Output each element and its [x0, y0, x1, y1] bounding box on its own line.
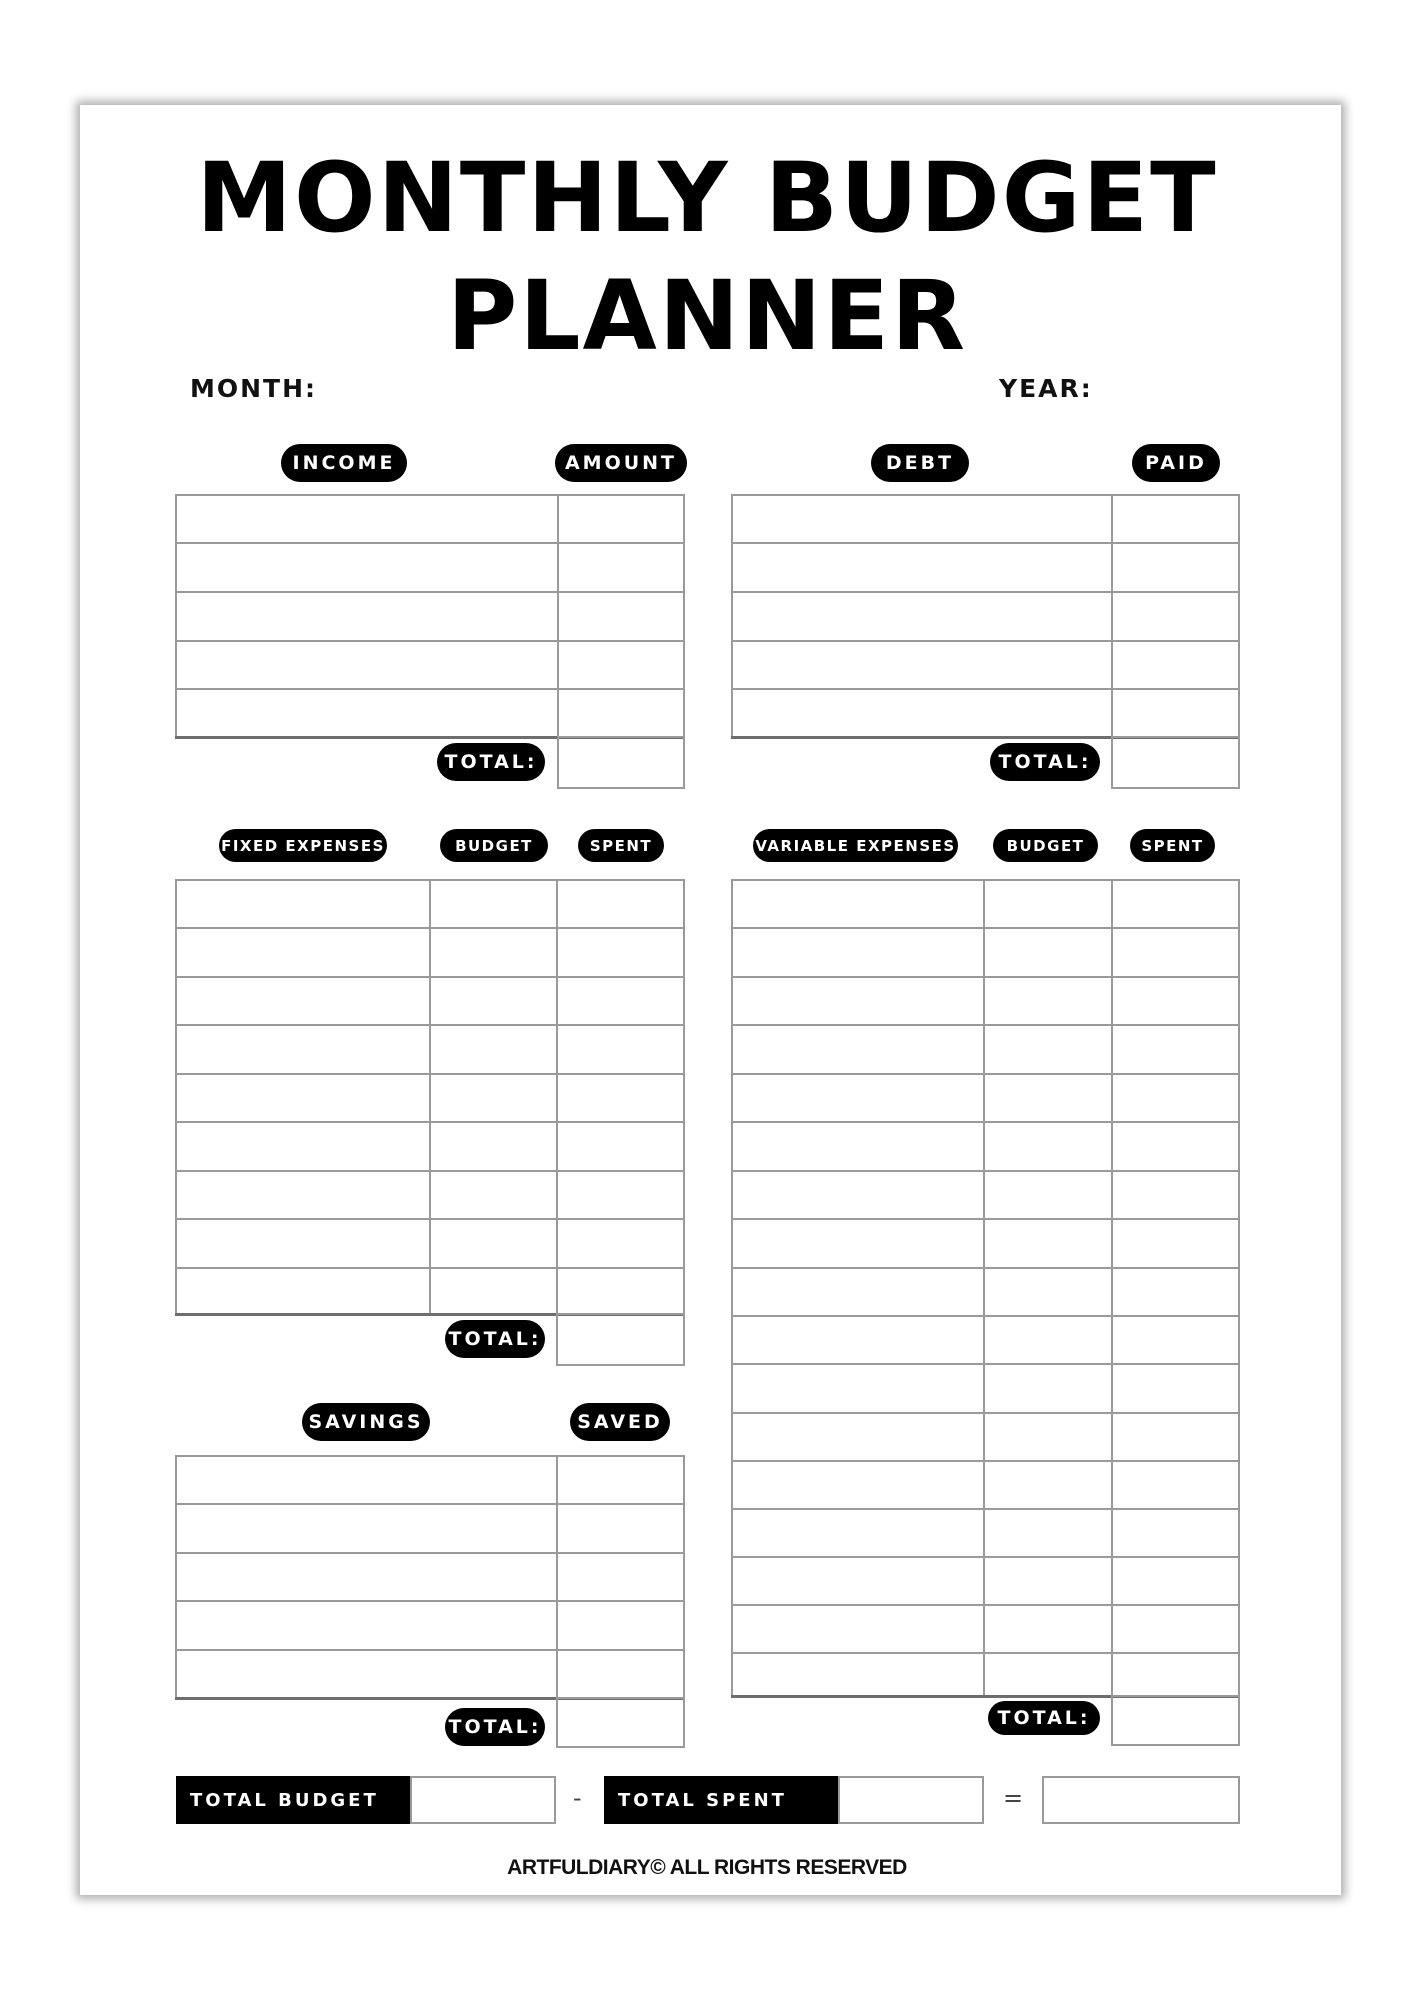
income-amount-header: AMOUNT	[555, 444, 687, 482]
debt-row-line	[731, 591, 1240, 593]
savings-row-line	[175, 1649, 685, 1651]
variable-row-line	[731, 1170, 1240, 1172]
variable-row-line	[731, 1508, 1240, 1510]
variable-row-line	[731, 1556, 1240, 1558]
copyright-footer: ARTFULDIARY© ALL RIGHTS RESERVED	[507, 1856, 907, 1879]
income-total-box[interactable]	[557, 736, 685, 789]
debt-total-box[interactable]	[1111, 736, 1240, 789]
income-total-label: TOTAL:	[437, 743, 545, 781]
variable-expenses-table[interactable]	[731, 879, 1240, 1697]
savings-total-box[interactable]	[556, 1697, 685, 1748]
variable-row-line	[731, 1363, 1240, 1365]
variable-row-line	[731, 1604, 1240, 1606]
variable-row-line	[731, 1412, 1240, 1414]
variable-row-line	[731, 1315, 1240, 1317]
debt-row-line	[731, 688, 1240, 690]
debt-row-line	[731, 542, 1240, 544]
minus-sign: -	[573, 1784, 582, 1812]
variable-row-line	[731, 927, 1240, 929]
equals-sign: =	[1003, 1784, 1024, 1812]
income-row-line	[175, 640, 685, 642]
variable-row-line	[731, 1218, 1240, 1220]
fixed-row-line	[175, 1267, 685, 1269]
variable-column-divider	[983, 879, 985, 1697]
variable-total-box[interactable]	[1111, 1695, 1240, 1746]
savings-header: SAVINGS	[302, 1403, 430, 1441]
fixed-column-divider	[429, 879, 431, 1315]
debt-paid-header: PAID	[1132, 444, 1220, 482]
variable-row-line	[731, 1460, 1240, 1462]
variable-row-line	[731, 1267, 1240, 1269]
variable-row-line	[731, 976, 1240, 978]
fixed-budget-header: BUDGET	[440, 829, 548, 862]
variable-row-line	[731, 1121, 1240, 1123]
debt-table[interactable]	[731, 494, 1240, 738]
variable-spent-header: SPENT	[1130, 829, 1215, 862]
variable-expenses-header: VARIABLE EXPENSES	[753, 829, 958, 862]
fixed-row-line	[175, 927, 685, 929]
savings-row-line	[175, 1600, 685, 1602]
income-table[interactable]	[175, 494, 685, 738]
income-row-line	[175, 591, 685, 593]
income-row-line	[175, 688, 685, 690]
total-spent-label: TOTAL SPENT	[604, 1776, 840, 1824]
debt-total-label: TOTAL:	[990, 743, 1100, 781]
variable-column-divider	[1111, 879, 1113, 1746]
fixed-row-line	[175, 1170, 685, 1172]
savings-row-line	[175, 1503, 685, 1505]
variable-row-line	[731, 1652, 1240, 1654]
fixed-row-line	[175, 1024, 685, 1026]
savings-saved-header: SAVED	[570, 1403, 670, 1441]
total-budget-label: TOTAL BUDGET	[176, 1776, 412, 1824]
savings-row-line	[175, 1552, 685, 1554]
variable-budget-header: BUDGET	[993, 829, 1098, 862]
income-header: INCOME	[281, 444, 407, 482]
fixed-total-box[interactable]	[556, 1313, 685, 1366]
month-label: MONTH:	[190, 374, 318, 403]
savings-total-label: TOTAL:	[445, 1708, 545, 1746]
result-box[interactable]	[1042, 1776, 1240, 1824]
variable-total-label: TOTAL:	[988, 1701, 1100, 1735]
page-title-line-1: MONTHLY BUDGET	[196, 142, 1218, 254]
fixed-total-label: TOTAL:	[445, 1320, 545, 1358]
variable-row-line	[731, 1073, 1240, 1075]
fixed-row-line	[175, 1218, 685, 1220]
fixed-spent-header: SPENT	[578, 829, 664, 862]
fixed-row-line	[175, 1121, 685, 1123]
income-row-line	[175, 542, 685, 544]
total-spent-box[interactable]	[838, 1776, 984, 1824]
fixed-row-line	[175, 1073, 685, 1075]
fixed-expenses-header: FIXED EXPENSES	[219, 829, 387, 862]
year-label: YEAR:	[999, 374, 1093, 403]
debt-header: DEBT	[871, 444, 969, 482]
fixed-row-line	[175, 976, 685, 978]
page-title-line-2: PLANNER	[446, 260, 967, 372]
savings-table[interactable]	[175, 1455, 685, 1699]
variable-row-line	[731, 1024, 1240, 1026]
total-budget-box[interactable]	[410, 1776, 556, 1824]
debt-row-line	[731, 640, 1240, 642]
